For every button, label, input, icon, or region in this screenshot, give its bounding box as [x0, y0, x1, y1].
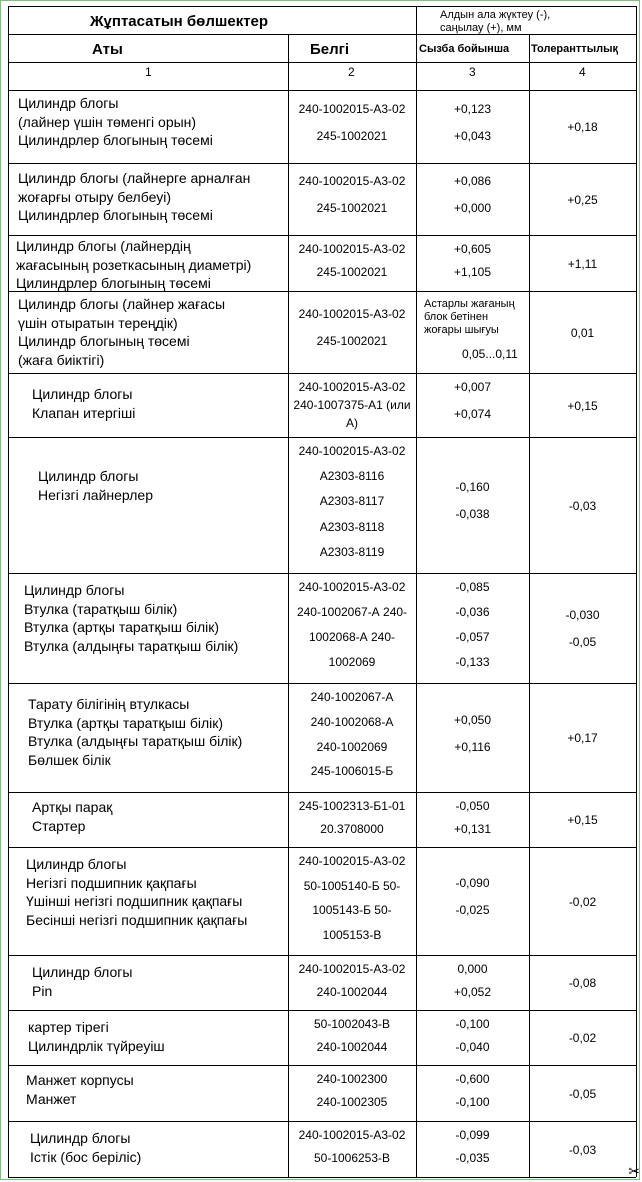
row-name-line: Клапан итергіші: [32, 404, 136, 421]
header-col-drawing: Сызба бойынша: [419, 43, 510, 55]
row-name-line: Цилиндр блогы: [18, 95, 119, 111]
row-tolerance: -0,03: [568, 1142, 597, 1157]
row-name-line: Цилиндр блогы: [30, 1130, 131, 1146]
row-name-line: Цилиндр блогы: [24, 582, 125, 598]
row-value: -0,038: [455, 507, 490, 521]
row-value: +0,605: [453, 242, 492, 256]
row-code: 240-1002015-А3-02: [298, 307, 406, 321]
grid-line: [8, 62, 636, 63]
row-name-line: Цилиндр блогы: [32, 964, 133, 980]
header-num-4: 4: [579, 65, 586, 79]
scissors-icon[interactable]: ✂: [628, 1163, 640, 1179]
row-value: -0,100: [455, 1095, 490, 1109]
row-name-line: жағасының розеткасының диаметрі): [16, 256, 252, 273]
row-name-line: Үшінші негізгі подшипник қақпағы: [26, 893, 243, 909]
row-value: -0,099: [455, 1128, 490, 1142]
row-value: +0,131: [453, 821, 492, 836]
row-value-note: Астарлы жағаның: [424, 298, 515, 310]
row-code: 240-1002015-А3-02: [298, 962, 406, 976]
row-code: 240-1002069: [316, 739, 388, 754]
row-code: А2303-8119: [319, 544, 385, 559]
row-tolerance: +1,11: [567, 256, 598, 271]
row-code: 245-1002021: [316, 334, 388, 348]
row-divider: [8, 1177, 636, 1178]
row-code: А2303-8118: [319, 519, 385, 534]
row-divider: [8, 235, 636, 236]
row-name-line: Втулка (алдыңғы таратқыш білік): [28, 733, 243, 749]
row-name-line: Цилиндр блогының төсемі: [18, 333, 190, 349]
row-name-line: Цилиндр блогы (лайнерге арналған: [18, 170, 251, 186]
row-code: А): [346, 416, 358, 430]
header-col-name: Аты: [92, 41, 123, 58]
row-code: 240-1002015-А3-02: [298, 444, 406, 458]
row-name-line: Цилиндр блогы: [32, 386, 133, 402]
row-name-line: Втулка (артқы таратқыш білік): [28, 714, 224, 731]
row-code: А2303-8116: [319, 469, 385, 484]
row-code: 240-1002015-А3-02: [298, 580, 406, 594]
row-tolerance: -0,05: [568, 635, 597, 649]
row-name-line: Цилиндр блогы (лайнер жағасы: [18, 296, 226, 312]
row-value: +0,074: [453, 407, 492, 421]
row-code: 240-1002015-А3-02: [298, 174, 406, 188]
row-code: 240-1002044: [316, 1039, 388, 1054]
row-name-line: Цилиндрлер блогының төсемі: [18, 207, 213, 223]
row-code: 50-1002043-В: [313, 1017, 391, 1031]
row-code: 245-1002021: [316, 265, 388, 279]
row-code: 1002068-А 240-: [308, 630, 396, 644]
row-divider: [8, 1010, 636, 1011]
header-num-1: 1: [145, 65, 152, 79]
row-code: 240-1007375-А1 (или: [293, 398, 411, 412]
row-code: 240-1002015-А3-02: [298, 242, 406, 256]
row-value: 0,000: [457, 962, 488, 976]
row-name-line: Бөлшек білік: [28, 751, 111, 768]
row-code: 50-1006253-В: [313, 1151, 391, 1165]
row-code: 245-1006015-Б: [310, 764, 394, 779]
table-right-border: [636, 6, 637, 1177]
row-value: -0,090: [455, 876, 490, 890]
row-divider: [8, 163, 636, 164]
row-name-line: Цилиндр блогы (лайнердің: [16, 238, 191, 254]
row-name-line: жоғарғы отыру белбеуі): [18, 188, 171, 205]
header-num-2: 2: [348, 65, 355, 79]
row-name-line: Стартер: [32, 817, 86, 834]
row-name-line: Цилиндрлік түйреуіш: [28, 1037, 165, 1054]
row-name-line: Бесінші негізгі подшипник қақпағы: [26, 911, 248, 928]
row-code: 240-1002015-А3-02: [298, 101, 406, 116]
row-code: 50-1005140-Б 50-: [303, 878, 401, 893]
row-value: 0,05...0,11: [462, 347, 518, 361]
row-divider: [8, 1065, 636, 1066]
row-name-line: Цилиндрлер блогының төсемі: [16, 275, 211, 291]
row-code: 245-1002313-Б1-01: [298, 799, 406, 813]
row-value: -0,160: [455, 480, 490, 494]
row-value: -0,036: [455, 605, 490, 619]
row-name-line: Істік (бос беріліс): [30, 1148, 142, 1165]
row-tolerance: -0,02: [568, 894, 597, 909]
row-value: +0,052: [453, 984, 492, 999]
row-divider: [8, 792, 636, 793]
row-value: -0,600: [455, 1072, 490, 1086]
table-left-border: [8, 6, 9, 1177]
row-name-line: Pin: [32, 982, 53, 999]
row-divider: [8, 573, 636, 574]
row-code: 240-1002305: [316, 1095, 388, 1109]
row-divider: [8, 373, 636, 374]
row-value: +0,043: [453, 128, 492, 143]
row-tolerance: -0,05: [568, 1086, 597, 1101]
row-tolerance: +0,15: [567, 398, 598, 413]
row-value: +0,086: [453, 174, 492, 188]
row-value: -0,057: [455, 630, 490, 644]
row-divider: [8, 437, 636, 438]
grid-line: [8, 90, 636, 91]
row-code: 245-1002021: [316, 128, 388, 143]
row-value: -0,100: [455, 1017, 490, 1031]
row-divider: [8, 683, 636, 684]
row-code: 240-1002015-А3-02: [298, 1128, 406, 1142]
row-name-line: (лайнер үшін төменгі орын): [18, 113, 197, 130]
row-value: +1,105: [453, 265, 492, 279]
row-name-line: Негізгі лайнерлер: [38, 486, 153, 503]
row-code: 240-1002015-А3-02: [298, 380, 406, 394]
row-tolerance: -0,08: [568, 976, 597, 990]
header-col-tolerance: Толеранттылық: [531, 43, 618, 55]
row-divider: [8, 1121, 636, 1122]
row-code: 1005143-Б 50-: [312, 903, 392, 917]
row-tolerance: -0,02: [568, 1031, 597, 1045]
row-tolerance: +0,17: [567, 731, 598, 745]
row-value-note: жоғары шығуы: [424, 324, 499, 336]
row-value: -0,035: [455, 1151, 490, 1165]
row-value-note: блок бетінен: [424, 311, 489, 323]
row-name-line: Тарату білігінің втулкасы: [28, 696, 190, 712]
header-col-code: Белгі: [310, 41, 350, 58]
row-value: +0,050: [453, 712, 492, 727]
row-tolerance: +0,25: [567, 192, 598, 207]
row-value: -0,133: [455, 655, 490, 669]
table-top-border: [8, 6, 636, 7]
row-code: 240-1002044: [316, 984, 388, 999]
row-tolerance: -0,030: [565, 608, 600, 622]
row-code: 240-1002067-А: [310, 690, 394, 704]
row-tolerance: +0,15: [567, 813, 598, 827]
header-group-title: Жұптасатын бөлшектер: [90, 13, 269, 30]
row-name-line: Манжет: [26, 1090, 77, 1107]
row-name-line: (жаға биіктігі): [18, 351, 105, 368]
row-value: -0,050: [455, 799, 490, 813]
row-name-line: Цилиндр блогы: [38, 468, 139, 484]
row-divider: [8, 955, 636, 956]
row-code: 245-1002021: [316, 201, 388, 215]
row-tolerance: -0,03: [568, 498, 597, 513]
row-divider: [8, 847, 636, 848]
row-tolerance: 0,01: [570, 325, 595, 340]
row-value: -0,025: [455, 903, 490, 917]
row-value: +0,116: [454, 739, 491, 754]
row-name-line: Втулка (алдыңғы таратқыш білік): [24, 637, 239, 654]
row-code: 1005153-В: [322, 927, 382, 942]
row-value: -0,085: [455, 580, 490, 594]
row-value: +0,007: [453, 380, 492, 394]
row-name-line: Втулка (таратқыш білік): [24, 600, 178, 617]
row-name-line: Артқы парақ: [32, 799, 113, 815]
row-code: 1002069: [328, 655, 376, 669]
row-code: 20.3708000: [320, 821, 384, 836]
row-code: 240-1002015-А3-02: [298, 854, 406, 868]
row-value: +0,123: [453, 101, 492, 116]
row-name-line: Негізгі подшипник қақпағы: [26, 874, 197, 891]
row-tolerance: +0,18: [567, 120, 598, 134]
header-num-3: 3: [469, 65, 476, 79]
row-code: 240-1002068-А: [310, 714, 394, 729]
row-code: 240-1002067-А 240-: [296, 605, 408, 619]
row-name-line: үшін отыратын тереңдік): [18, 314, 178, 331]
row-name-line: Цилиндр блогы: [26, 856, 127, 872]
row-code: 240-1002300: [316, 1072, 388, 1086]
row-code: А2303-8117: [319, 494, 385, 509]
header-preload-label: Алдын ала жүктеу (-), саңылау (+), мм: [440, 9, 551, 34]
row-name-line: Втулка (артқы таратқыш білік): [24, 619, 220, 635]
row-name-line: картер тірегі: [28, 1019, 109, 1035]
row-name-line: Манжет корпусы: [26, 1072, 134, 1088]
row-name-line: Цилиндрлер блогының төсемі: [18, 132, 213, 148]
row-value: +0,000: [453, 201, 492, 215]
row-value: -0,040: [455, 1039, 490, 1054]
